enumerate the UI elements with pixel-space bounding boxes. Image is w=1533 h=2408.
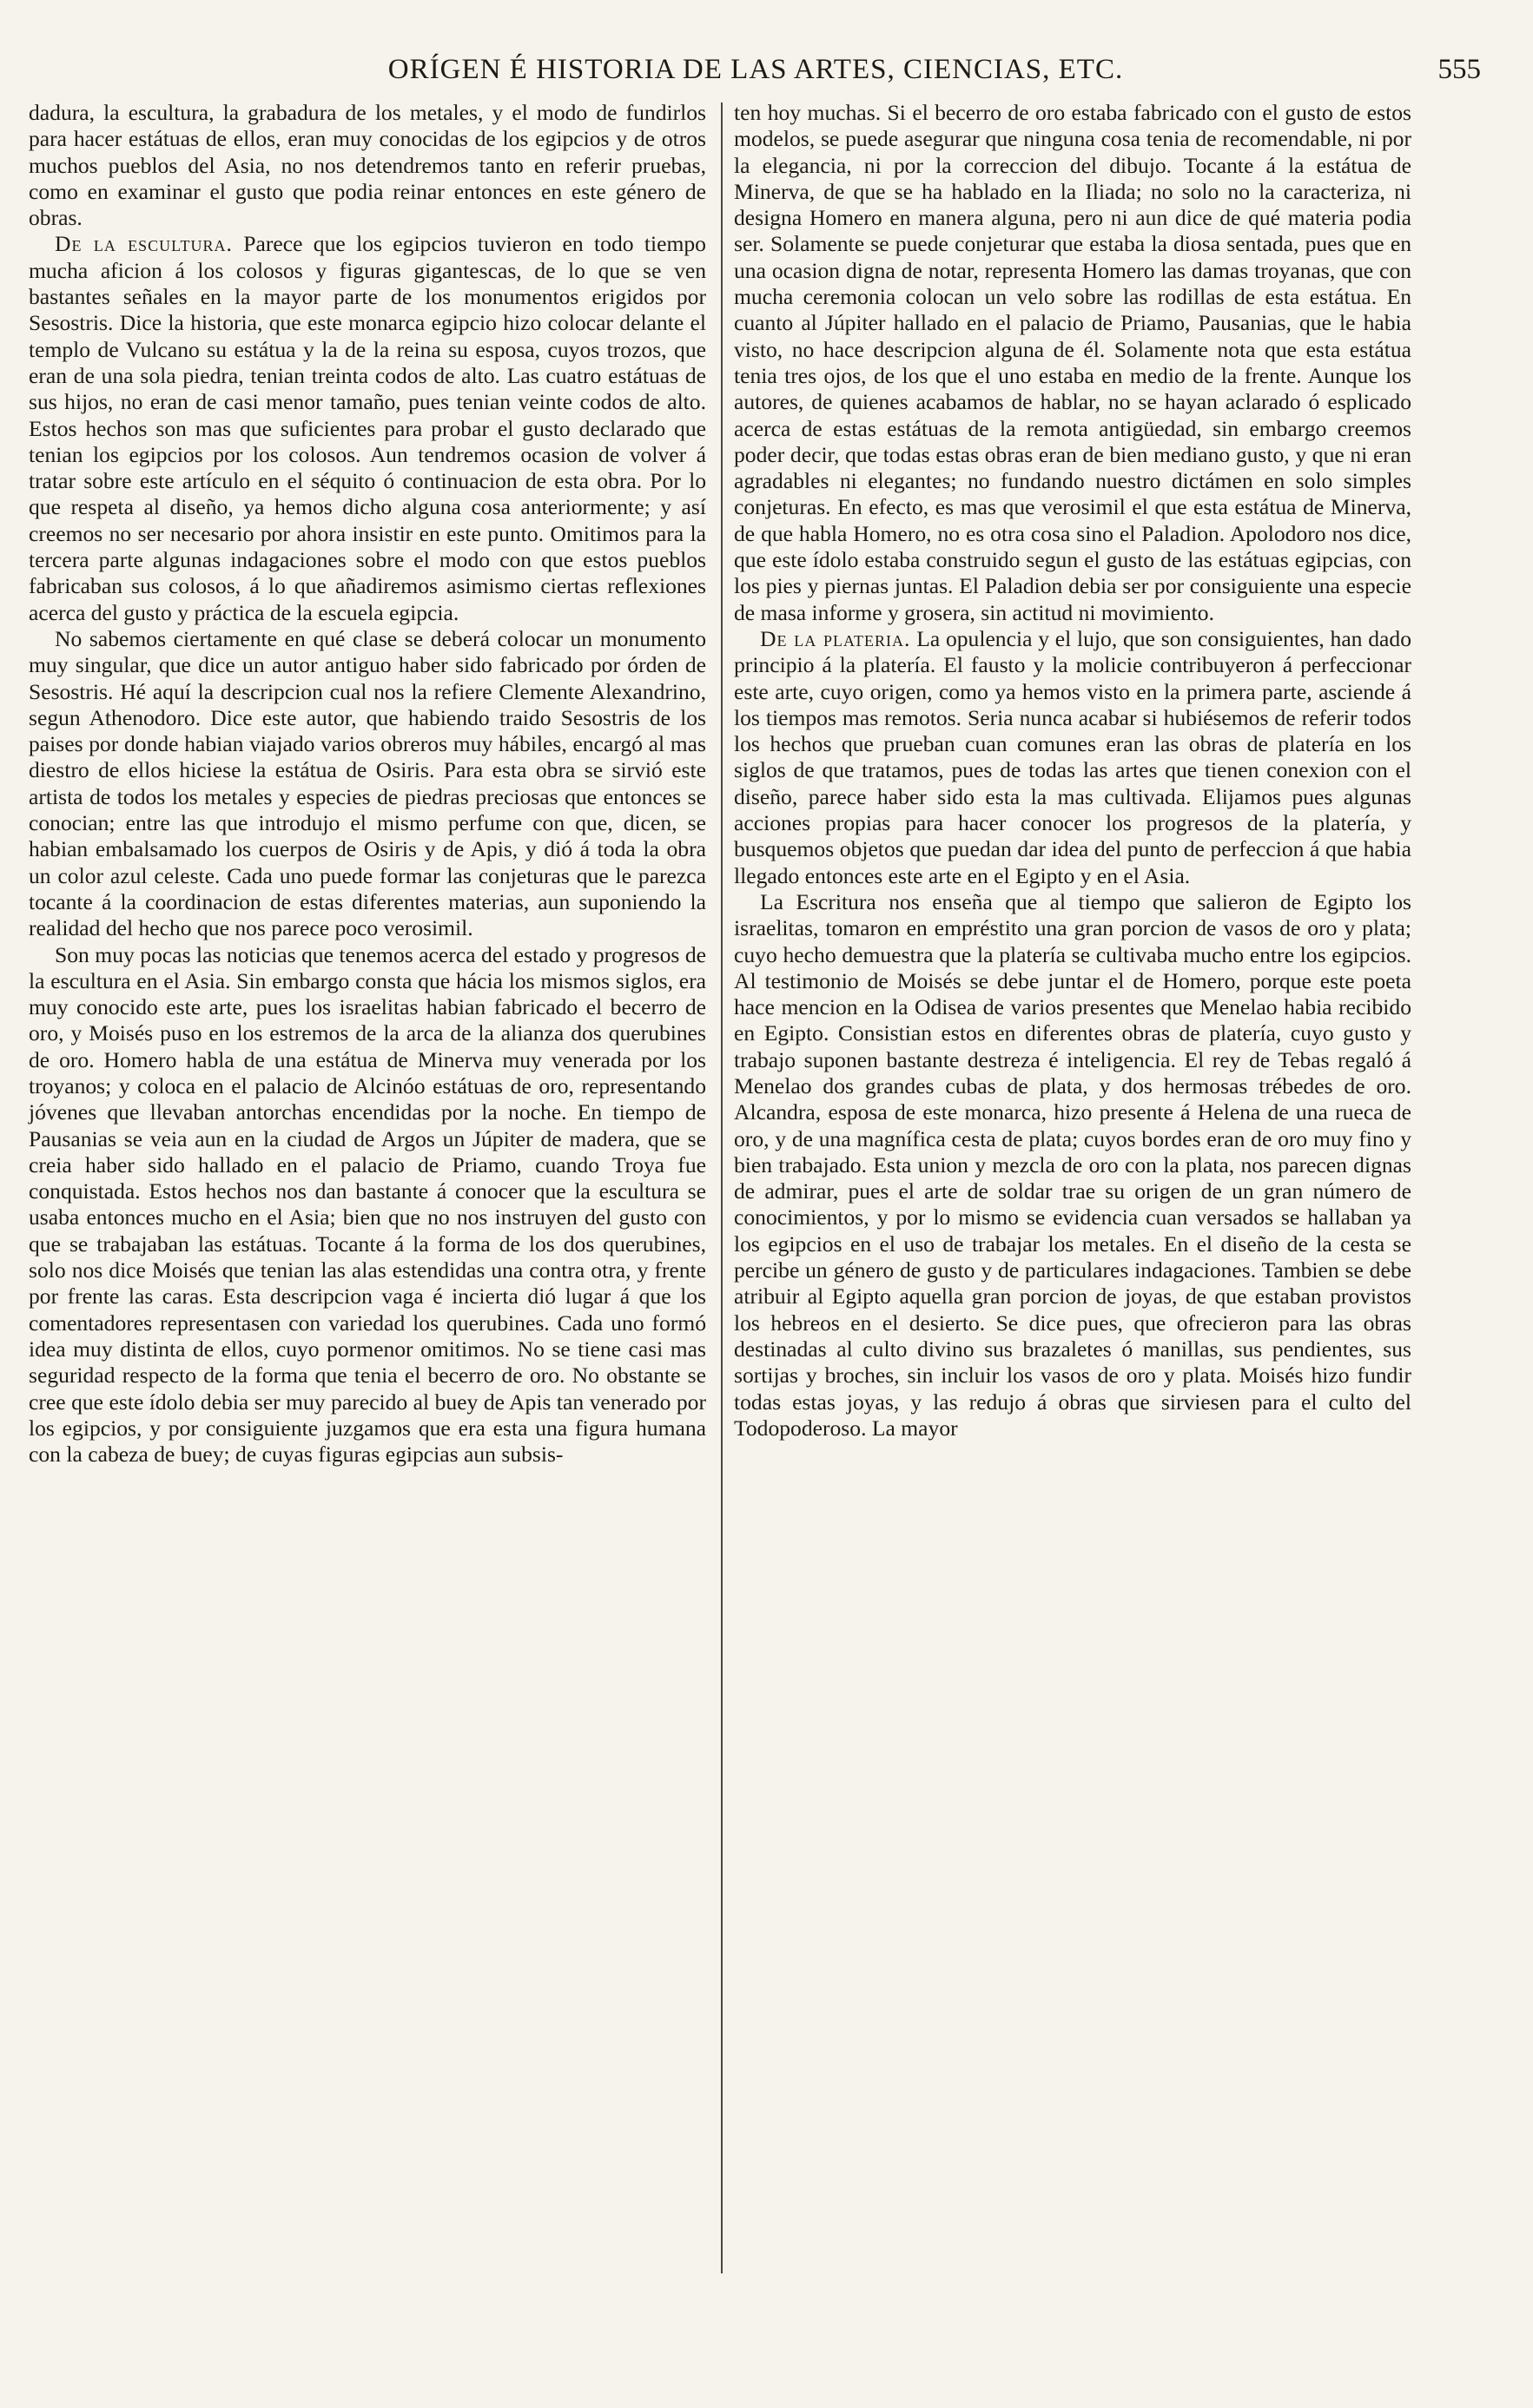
paragraph: No sabemos ciertamente en qué clase se deberá colocar un monumento muy singular, que dice un autor antiguo haber sido fabricado por órden de Sesostris. Hé aquí la descripcion cual nos la refiere Clemente Alexandrino, segun Athenodoro. Dice este autor, que habiendo traido Sesostris de los paises por donde habian viajado varios obreros muy hábiles, encargó al mas diestro de ellos hiciese la estátua de Osiris. Para esta obra se sirvió este artista de todos los metales y especies de piedras preciosas que entonces se conocian; entre las que introdujo el mismo perfume con que, dicen, se habian embalsamado los cuerpos de Osiris y de Apis, y dió á toda la obra un color azul celeste. Cada uno puede formar las conjeturas que le parezca tocante á la coordinacion de estas diferentes materias, aun suponiendo la realidad del hecho que nos parece poco verosimil. bbox=[29, 625, 706, 941]
page-number: 555 bbox=[1437, 54, 1481, 85]
paragraph-text: La opulencia y el lujo, que son consiguientes, han dado principio á la platería. El fausto y la molicie contribuyeron á perfeccionar este arte, cuyo origen, como ya hemos visto en la primera parte, asciende á los tiempos mas remotos. Seria nunca acabar si hubiésemos de referir todos los hechos que prueban cuan comunes eran las obras de platería en los siglos de que tratamos, pues de todas las artes que tienen conexion con el diseño, parece haber sido esta la mas cultivada. Elijamos pues algunas acciones propias para hacer conocer los progresos de la platería, y busquemos objetos que puedan dar idea del punto de perfeccion á que habia llegado entonces este arte en el Egipto y en el Asia. bbox=[734, 625, 1411, 888]
right-column bbox=[734, 100, 1411, 2323]
paragraph: Son muy pocas las noticias que tenemos acerca del estado y progresos de la escultura en el Asia. Sin embargo consta que hácia los mismos siglos, era muy conocido este arte, pues los israelitas habian fabricado el becerro de oro, y Moisés puso en los estremos de la arca de la alianza dos querubines de oro. Homero habla de una estátua de Minerva muy venerada por los troyanos; y coloca en el palacio de Alcinóo estátuas de oro, representando jóvenes que llevaban antorchas encendidas por la noche. En tiempo de Pausanias se veia aun en la ciudad de Argos un Júpiter de madera, que se creia haber sido hallado en el palacio de Priamo, cuando Troya fue conquistada. Estos hechos nos dan bastante á conocer que la escultura se usaba entonces mucho en el Asia; bien que no nos instruyen del gusto con que se trabajaban las estátuas. Tocante á la forma de los dos querubines, solo nos dice Moisés que tenian las alas estendidas una contra otra, y frente por frente las caras. Esta descripcion vaga é incierta dió lugar á que los comentadores representasen con variedad los querubines. Cada uno formó idea muy distinta de ellos, cuyo pormenor omitimos. No se tiene casi mas seguridad respecto de la forma que tenia el becerro de oro. No obstante se cree que este ídolo debia ser muy parecido al buey de Apis tan venerado por los egipcios, y por consiguiente juzgamos que era esta una figura humana con la cabeza de buey; de cuyas figuras egipcias aun subsis- bbox=[29, 941, 706, 1468]
paragraph: dadura, la escultura, la grabadura de los metales, y el modo de fundirlos para hacer estátuas de ellos, eran muy conocidas de los egipcios y de otros muchos pueblos del Asia, no nos detendremos tanto en referir pruebas, como en examinar el gusto que podia reinar entonces en este género de obras. bbox=[29, 100, 706, 231]
section-heading: De la escultura. bbox=[55, 231, 233, 257]
left-column bbox=[29, 100, 706, 2323]
paragraph bbox=[734, 626, 1411, 889]
running-title: ORÍGEN É HISTORIA DE LAS ARTES, CIENCIAS, ETC. bbox=[387, 54, 1124, 85]
section-heading: De la plateria. bbox=[760, 625, 911, 651]
paragraph-text: Parece que los egipcios tuvieron en todo tiempo mucha aficion á los colosos y figuras gigantescas, de lo que se ven bastantes señales en la mayor parte de los monumentos erigidos por Sesostris. Dice la historia, que este monarca egipcio hizo colocar delante el templo de Vulcano su estátua y la de la reina su esposa, cuyos trozos, que eran de una sola piedra, tenian treinta codos de alto. Las cuatro estátuas de sus hijos, no eran de casi menor tamaño, pues tenian veinte codos de alto. Estos hechos son mas que suficientes para probar el gusto declarado que tenian los egipcios por los colosos. Aun tendremos ocasion de volver á tratar sobre este artículo en el séquito ó continuacion de esta obra. Por lo que respeta al diseño, ya hemos dicho alguna cosa anteriormente; y así creemos no ser necesario por ahora insistir en este punto. Omitimos para la tercera parte algunas indagaciones sobre el modo con que estos pueblos fabricaban sus colosos, á lo que añadiremos asimismo ciertas reflexiones acerca del gusto y práctica de la escuela egipcia. bbox=[29, 231, 706, 625]
page-header bbox=[0, 50, 1533, 94]
paragraph: ten hoy muchas. Si el becerro de oro estaba fabricado con el gusto de estos modelos, se puede asegurar que ninguna cosa tenia de recomendable, ni por la elegancia, ni por la correccion del dibujo. Tocante á la estátua de Minerva, de que se ha hablado en la Iliada; no solo no la caracteriza, ni designa Homero en manera alguna, pero ni aun dice de qué materia podia ser. Solamente se puede conjeturar que estaba la diosa sentada, pues que en una ocasion digna de notar, representa Homero las damas troyanas, que con mucha ceremonia colocan un velo sobre las rodillas de esta estátua. En cuanto al Júpiter hallado en el palacio de Priamo, Pausanias, que le habia visto, no hace descripcion alguna de él. Solamente nota que esta estátua tenia tres ojos, de los que el uno estaba en medio de la frente. Aunque los autores, de quienes acabamos de hablar, no se hayan aclarado ó esplicado acerca de estas estátuas de la remota antigüedad, sin embargo creemos poder decir, que todas estas obras eran de bien mediano gusto, y que ni eran agradables ni elegantes; no fundando nuestro dictámen en solo simples conjeturas. En efecto, es mas que verosimil el que esta estátua de Minerva, de que habla Homero, no es otra cosa sino el Paladion. Apolodoro nos dice, que este ídolo estaba construido segun el gusto de las estátuas egipcias, con los pies y piernas juntas. El Paladion debia ser por consiguiente una especie de masa informe y grosera, sin actitud ni movimiento. bbox=[734, 100, 1411, 625]
paragraph: La Escritura nos enseña que al tiempo que salieron de Egipto los israelitas, tomaron en empréstito una gran porcion de vasos de oro y plata; cuyo hecho demuestra que la platería se cultivaba mucho entre los egipcios. Al testimonio de Moisés se debe juntar el de Homero, porque este poeta hace mencion en la Odisea de varios presentes que Menelao habia recibido en Egipto. Consistian estos en diferentes obras de platería, cuyo gusto y trabajo suponen bastante destreza é inteligencia. El rey de Tebas regaló á Menelao dos grandes cubas de plata, y dos hermosas trébedes de oro. Alcandra, esposa de este monarca, hizo presente á Helena de una rueca de oro, y de una magnífica cesta de plata; cuyos bordes eran de oro muy fino y bien trabajado. Esta union y mezcla de oro con la plata, nos parecen dignas de admirar, pues el arte de soldar trae su origen de un gran número de conocimientos, y por lo mismo se evidencia cuan versados se hallaban ya los egipcios en el uso de trabajar los metales. En el diseño de la cesta se percibe un género de gusto y de particulares indagaciones. Tambien se debe atribuir al Egipto aquella gran porcion de joyas, de que estaban provistos los hebreos en el desierto. Se dice pues, que ofrecieron para las obras destinadas al culto divino sus brazaletes ó manillas, sus pendientes, sus sortijas y broches, sin incluir los vasos de oro y plata. Moisés hizo fundir todas estas joyas, y las redujo á obras que sirviesen para el culto del Todopoderoso. La mayor bbox=[734, 888, 1411, 1441]
paragraph bbox=[29, 231, 706, 625]
column-divider bbox=[721, 102, 723, 2273]
